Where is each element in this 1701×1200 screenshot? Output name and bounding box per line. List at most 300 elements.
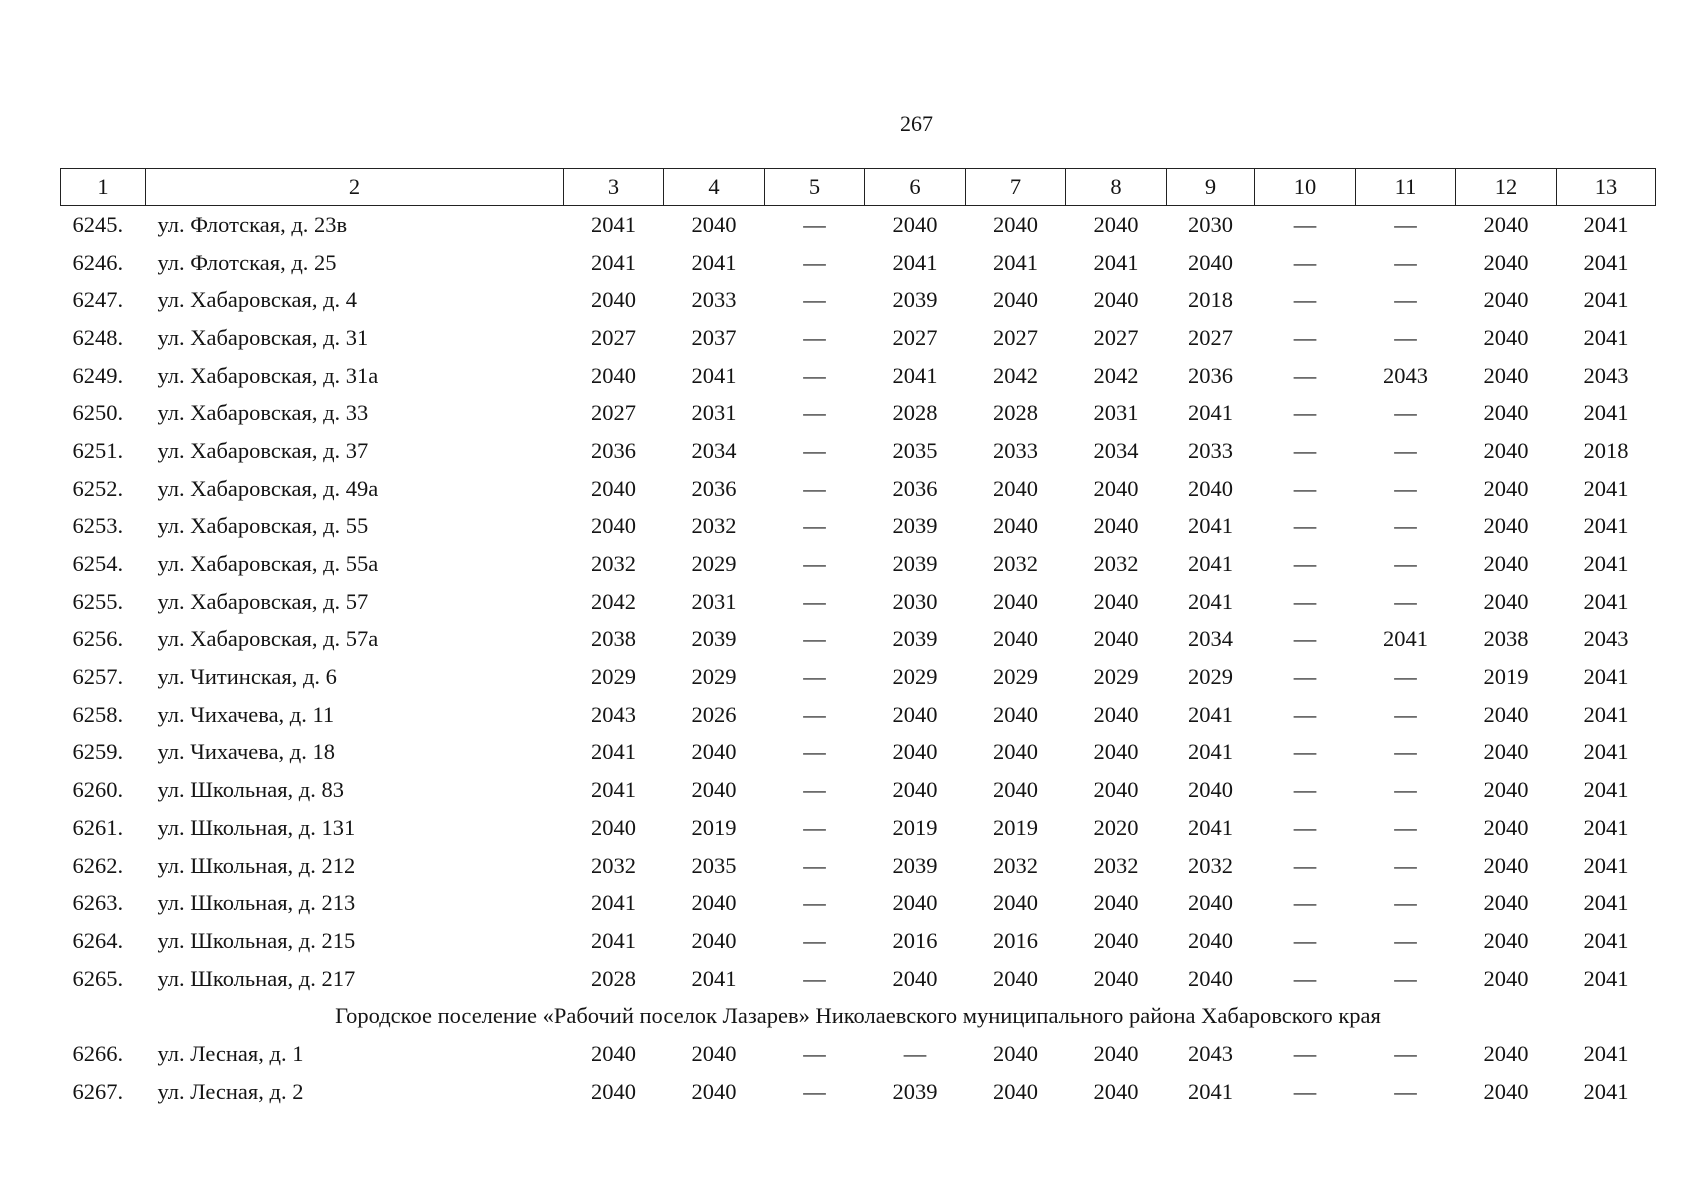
value-cell: 2041 (1583, 852, 1629, 878)
value-cell: — (803, 437, 826, 463)
value-cell: — (1394, 475, 1417, 501)
value-cell: 2027 (591, 324, 636, 350)
value-cell: 2042 (993, 362, 1038, 388)
value-cell: 2041 (1583, 664, 1629, 690)
value-cell: — (1394, 400, 1417, 426)
value-cell: 2040 (1483, 475, 1529, 501)
value-cell: — (1293, 739, 1317, 765)
row-number: 6249. (72, 362, 124, 388)
table-row (61, 470, 1656, 508)
value-cell: 2041 (1583, 777, 1629, 803)
value-cell: — (1394, 965, 1417, 991)
value-cell: 2041 (1188, 739, 1233, 765)
value-cell: — (1394, 852, 1417, 878)
value-cell: 2040 (892, 890, 938, 916)
value-cell: 2040 (993, 1078, 1038, 1104)
value-cell: 2027 (1188, 324, 1233, 350)
table-header (61, 169, 1656, 206)
value-cell: 2019 (1483, 664, 1529, 690)
value-cell: 2040 (1093, 701, 1139, 727)
value-cell: 2040 (1483, 211, 1529, 237)
row-number: 6263. (72, 890, 124, 916)
value-cell: 2040 (1483, 400, 1529, 426)
value-cell: 2043 (1583, 626, 1629, 652)
value-cell: 2036 (1188, 362, 1233, 388)
value-cell: 2043 (1383, 362, 1428, 388)
value-cell: 2040 (1483, 1040, 1529, 1066)
value-cell: 2041 (591, 927, 636, 953)
address-cell: ул. Хабаровская, д. 49а (157, 475, 379, 501)
table-row (61, 545, 1656, 583)
value-cell: — (1394, 1078, 1417, 1104)
value-cell: 2040 (691, 739, 737, 765)
value-cell: 2041 (591, 211, 636, 237)
value-cell: — (803, 400, 826, 426)
value-cell: 2040 (993, 475, 1038, 501)
value-cell: 2040 (591, 814, 636, 840)
value-cell: 2032 (993, 852, 1038, 878)
value-cell: 2040 (591, 287, 636, 313)
value-cell: 2040 (1188, 890, 1233, 916)
value-cell: 2041 (1583, 211, 1629, 237)
value-cell: 2040 (1483, 739, 1529, 765)
value-cell: 2040 (892, 739, 938, 765)
row-number: 6256. (72, 626, 124, 652)
value-cell: 2042 (1093, 362, 1139, 388)
value-cell: 2041 (691, 965, 737, 991)
value-cell: 2040 (1093, 739, 1139, 765)
table-row (61, 771, 1656, 809)
address-cell: ул. Школьная, д. 217 (157, 965, 356, 991)
value-cell: 2039 (892, 287, 938, 313)
value-cell: 2040 (691, 890, 737, 916)
value-cell: 2016 (892, 927, 938, 953)
value-cell: 2041 (1583, 1040, 1629, 1066)
value-cell: 2040 (1093, 777, 1139, 803)
row-number: 6251. (72, 437, 124, 463)
address-cell: ул. Флотская, д. 23в (157, 211, 348, 237)
value-cell: 2029 (1093, 664, 1139, 690)
value-cell: 2040 (591, 475, 636, 501)
value-cell: 2029 (691, 664, 737, 690)
column-header: 7 (966, 169, 1066, 206)
column-header: 9 (1167, 169, 1255, 206)
row-number: 6248. (72, 324, 124, 350)
value-cell: 2040 (1483, 1078, 1529, 1104)
value-cell: 2040 (1483, 890, 1529, 916)
value-cell: 2040 (1483, 362, 1529, 388)
value-cell: 2041 (1188, 588, 1233, 614)
value-cell: 2040 (993, 626, 1038, 652)
address-cell: ул. Школьная, д. 213 (157, 890, 356, 916)
value-cell: 2036 (892, 475, 938, 501)
address-cell: ул. Читинская, д. 6 (157, 664, 337, 690)
value-cell: 2027 (591, 400, 636, 426)
value-cell: 2040 (1093, 1078, 1139, 1104)
value-cell: 2041 (691, 249, 737, 275)
value-cell: 2033 (691, 287, 737, 313)
value-cell: — (1394, 814, 1417, 840)
value-cell: 2041 (591, 890, 636, 916)
column-header: 5 (765, 169, 865, 206)
value-cell: — (803, 927, 826, 953)
value-cell: 2035 (691, 852, 737, 878)
value-cell: 2041 (1583, 814, 1629, 840)
value-cell: — (803, 965, 826, 991)
value-cell: 2040 (591, 362, 636, 388)
value-cell: 2039 (892, 626, 938, 652)
table-row (61, 621, 1656, 659)
value-cell: — (1394, 324, 1417, 350)
value-cell: — (1293, 588, 1317, 614)
table-row (61, 696, 1656, 734)
row-number: 6265. (72, 965, 124, 991)
value-cell: 2032 (1188, 852, 1233, 878)
value-cell: — (803, 211, 826, 237)
value-cell: 2041 (1583, 475, 1629, 501)
value-cell: 2040 (1188, 777, 1233, 803)
value-cell: 2032 (1093, 551, 1139, 577)
value-cell: 2041 (1583, 287, 1629, 313)
value-cell: 2040 (1483, 777, 1529, 803)
value-cell: — (1293, 1078, 1317, 1104)
value-cell: 2040 (1483, 965, 1529, 991)
value-cell: 2041 (1188, 513, 1233, 539)
section-block (61, 997, 1656, 1035)
value-cell: 2040 (691, 777, 737, 803)
value-cell: 2040 (993, 739, 1038, 765)
table-row (61, 1035, 1656, 1073)
value-cell: 2040 (1483, 927, 1529, 953)
value-cell: 2040 (1093, 287, 1139, 313)
value-cell: 2018 (1188, 287, 1233, 313)
value-cell: 2040 (993, 588, 1038, 614)
value-cell: 2040 (993, 287, 1038, 313)
value-cell: 2041 (1093, 249, 1139, 275)
address-cell: ул. Флотская, д. 25 (157, 249, 337, 275)
value-cell: 2043 (1583, 362, 1629, 388)
row-number: 6264. (72, 927, 124, 953)
value-cell: 2041 (1583, 588, 1629, 614)
column-header: 3 (564, 169, 664, 206)
value-cell: 2026 (691, 701, 737, 727)
value-cell: 2040 (1483, 852, 1529, 878)
value-cell: — (1293, 965, 1317, 991)
value-cell: 2029 (691, 551, 737, 577)
value-cell: 2039 (892, 1078, 938, 1104)
value-cell: — (803, 626, 826, 652)
value-cell: 2027 (892, 324, 938, 350)
value-cell: 2040 (993, 513, 1038, 539)
address-cell: ул. Лесная, д. 2 (157, 1078, 304, 1104)
value-cell: — (1394, 588, 1417, 614)
value-cell: — (803, 777, 826, 803)
column-header: 13 (1557, 169, 1656, 206)
value-cell: 2041 (1583, 551, 1629, 577)
column-header: 2 (146, 169, 564, 206)
value-cell: — (803, 513, 826, 539)
value-cell: 2041 (1583, 739, 1629, 765)
value-cell: 2040 (591, 1078, 636, 1104)
row-number: 6267. (72, 1078, 124, 1104)
row-number: 6258. (72, 701, 124, 727)
value-cell: 2031 (1093, 400, 1139, 426)
value-cell: 2032 (1093, 852, 1139, 878)
column-header: 6 (865, 169, 966, 206)
value-cell: 2028 (892, 400, 938, 426)
value-cell: 2040 (1188, 965, 1233, 991)
value-cell: 2040 (892, 777, 938, 803)
value-cell: — (1293, 814, 1317, 840)
value-cell: 2041 (1188, 701, 1233, 727)
address-cell: ул. Чихачева, д. 11 (157, 701, 335, 727)
value-cell: — (803, 852, 826, 878)
value-cell: 2041 (691, 362, 737, 388)
address-cell: ул. Школьная, д. 215 (157, 927, 356, 953)
value-cell: 2040 (691, 211, 737, 237)
value-cell: 2029 (993, 664, 1038, 690)
value-cell: — (1293, 777, 1317, 803)
value-cell: 2032 (691, 513, 737, 539)
value-cell: — (1293, 852, 1317, 878)
value-cell: 2028 (993, 400, 1038, 426)
value-cell: 2040 (1483, 513, 1529, 539)
value-cell: 2040 (1483, 588, 1529, 614)
value-cell: 2036 (691, 475, 737, 501)
value-cell: — (1293, 626, 1317, 652)
value-cell: 2040 (892, 965, 938, 991)
value-cell: 2041 (591, 739, 636, 765)
table-row (61, 960, 1656, 998)
value-cell: — (803, 1078, 826, 1104)
value-cell: 2032 (591, 852, 636, 878)
value-cell: 2041 (1583, 249, 1629, 275)
value-cell: 2030 (892, 588, 938, 614)
address-cell: ул. Лесная, д. 1 (157, 1040, 304, 1066)
value-cell: 2019 (892, 814, 938, 840)
section-heading: Городское поселение «Рабочий поселок Лазарев» Николаевского муниципального района Хабаровского края (335, 1003, 1381, 1029)
value-cell: — (1394, 739, 1417, 765)
value-cell: 2036 (591, 437, 636, 463)
address-cell: ул. Хабаровская, д. 55а (157, 551, 379, 577)
value-cell: 2040 (1093, 513, 1139, 539)
value-cell: 2041 (1583, 324, 1629, 350)
value-cell: 2040 (993, 211, 1038, 237)
address-cell: ул. Школьная, д. 212 (157, 852, 356, 878)
value-cell: — (803, 890, 826, 916)
table-row (61, 281, 1656, 319)
value-cell: 2040 (1483, 249, 1529, 275)
address-cell: ул. Хабаровская, д. 37 (157, 437, 369, 463)
value-cell: 2041 (993, 249, 1038, 275)
row-number: 6266. (72, 1040, 124, 1066)
address-cell: ул. Школьная, д. 83 (157, 777, 344, 803)
address-cell: ул. Хабаровская, д. 57 (157, 588, 369, 614)
value-cell: 2040 (691, 927, 737, 953)
table-row (61, 922, 1656, 960)
value-cell: 2040 (892, 211, 938, 237)
address-cell: ул. Хабаровская, д. 33 (157, 400, 369, 426)
value-cell: 2040 (1093, 475, 1139, 501)
column-header: 11 (1356, 169, 1456, 206)
table-row (61, 734, 1656, 772)
value-cell: — (1394, 890, 1417, 916)
table-row (61, 244, 1656, 282)
column-header: 1 (61, 169, 146, 206)
table-body-a (61, 206, 1656, 998)
value-cell: — (903, 1040, 927, 1066)
value-cell: — (1293, 927, 1317, 953)
row-number: 6259. (72, 739, 124, 765)
value-cell: — (1394, 927, 1417, 953)
row-number: 6246. (72, 249, 124, 275)
value-cell: — (1293, 701, 1317, 727)
address-cell: ул. Хабаровская, д. 31а (157, 362, 379, 388)
value-cell: 2040 (993, 965, 1038, 991)
value-cell: 2040 (1483, 551, 1529, 577)
value-cell: — (1293, 890, 1317, 916)
value-cell: — (1394, 211, 1417, 237)
row-number: 6262. (72, 852, 124, 878)
column-header: 12 (1456, 169, 1557, 206)
table-row (61, 508, 1656, 546)
value-cell: 2041 (1583, 927, 1629, 953)
column-header: 4 (664, 169, 765, 206)
value-cell: 2043 (1188, 1040, 1233, 1066)
value-cell: 2035 (892, 437, 938, 463)
value-cell: 2040 (993, 777, 1038, 803)
value-cell: 2039 (892, 551, 938, 577)
table-row (61, 658, 1656, 696)
value-cell: 2040 (691, 1078, 737, 1104)
value-cell: 2039 (892, 852, 938, 878)
value-cell: — (803, 324, 826, 350)
address-cell: ул. Хабаровская, д. 4 (157, 287, 358, 313)
value-cell: 2038 (591, 626, 636, 652)
value-cell: 2040 (1483, 701, 1529, 727)
value-cell: 2032 (993, 551, 1038, 577)
value-cell: 2040 (691, 1040, 737, 1066)
value-cell: 2016 (993, 927, 1038, 953)
value-cell: — (1394, 701, 1417, 727)
row-number: 6255. (72, 588, 124, 614)
value-cell: — (1394, 513, 1417, 539)
value-cell: 2040 (892, 701, 938, 727)
value-cell: 2040 (1483, 324, 1529, 350)
value-cell: 2040 (1483, 437, 1529, 463)
row-number: 6260. (72, 777, 124, 803)
value-cell: 2041 (1583, 513, 1629, 539)
value-cell: 2041 (591, 777, 636, 803)
table-body-b (61, 1035, 1656, 1110)
value-cell: — (803, 739, 826, 765)
value-cell: 2040 (1188, 475, 1233, 501)
value-cell: 2027 (993, 324, 1038, 350)
value-cell: 2042 (591, 588, 636, 614)
value-cell: 2039 (892, 513, 938, 539)
value-cell: 2041 (1583, 1078, 1629, 1104)
row-number: 6253. (72, 513, 124, 539)
value-cell: 2029 (1188, 664, 1233, 690)
value-cell: 2041 (1188, 551, 1233, 577)
value-cell: — (803, 249, 826, 275)
value-cell: 2041 (1583, 890, 1629, 916)
value-cell: 2031 (691, 400, 737, 426)
value-cell: — (803, 1040, 826, 1066)
value-cell: 2028 (591, 965, 636, 991)
value-cell: 2034 (691, 437, 737, 463)
table-row (61, 206, 1656, 244)
value-cell: — (803, 701, 826, 727)
value-cell: 2040 (1093, 588, 1139, 614)
table-row (61, 809, 1656, 847)
value-cell: — (1394, 777, 1417, 803)
address-cell: ул. Хабаровская, д. 31 (157, 324, 369, 350)
value-cell: — (803, 588, 826, 614)
value-cell: 2040 (1093, 626, 1139, 652)
address-cell: ул. Хабаровская, д. 57а (157, 626, 379, 652)
value-cell: 2018 (1583, 437, 1629, 463)
table-row (61, 319, 1656, 357)
address-cell: ул. Школьная, д. 131 (157, 814, 356, 840)
value-cell: 2020 (1093, 814, 1139, 840)
value-cell: 2038 (1483, 626, 1529, 652)
section-row (61, 997, 1656, 1035)
value-cell: 2041 (1188, 814, 1233, 840)
address-cell: ул. Чихачева, д. 18 (157, 739, 336, 765)
value-cell: — (1394, 287, 1417, 313)
value-cell: 2041 (1383, 626, 1428, 652)
value-cell: 2041 (892, 249, 938, 275)
value-cell: 2019 (993, 814, 1038, 840)
value-cell: 2040 (993, 890, 1038, 916)
table-row (61, 847, 1656, 885)
column-header: 10 (1255, 169, 1356, 206)
value-cell: 2041 (892, 362, 938, 388)
table-row (61, 432, 1656, 470)
table-row (61, 357, 1656, 395)
value-cell: 2037 (691, 324, 737, 350)
row-number: 6252. (72, 475, 124, 501)
column-header: 8 (1066, 169, 1167, 206)
value-cell: 2040 (993, 1040, 1038, 1066)
row-number: 6254. (72, 551, 124, 577)
value-cell: 2030 (1188, 211, 1233, 237)
value-cell: 2040 (1188, 249, 1233, 275)
table-row (61, 583, 1656, 621)
value-cell: — (1293, 400, 1317, 426)
value-cell: 2040 (1093, 1040, 1139, 1066)
value-cell: — (803, 287, 826, 313)
value-cell: 2031 (691, 588, 737, 614)
table-row (61, 884, 1656, 922)
value-cell: 2041 (1583, 701, 1629, 727)
value-cell: 2040 (591, 1040, 636, 1066)
row-number: 6250. (72, 400, 124, 426)
value-cell: — (1394, 551, 1417, 577)
value-cell: 2041 (1583, 400, 1629, 426)
table-row (61, 394, 1656, 432)
value-cell: — (1293, 249, 1317, 275)
value-cell: 2039 (691, 626, 737, 652)
value-cell: 2040 (1483, 814, 1529, 840)
table-row (61, 1073, 1656, 1111)
row-number: 6257. (72, 664, 124, 690)
value-cell: 2041 (591, 249, 636, 275)
value-cell: — (1293, 513, 1317, 539)
page-number: 267 (900, 111, 933, 136)
value-cell: — (1394, 664, 1417, 690)
